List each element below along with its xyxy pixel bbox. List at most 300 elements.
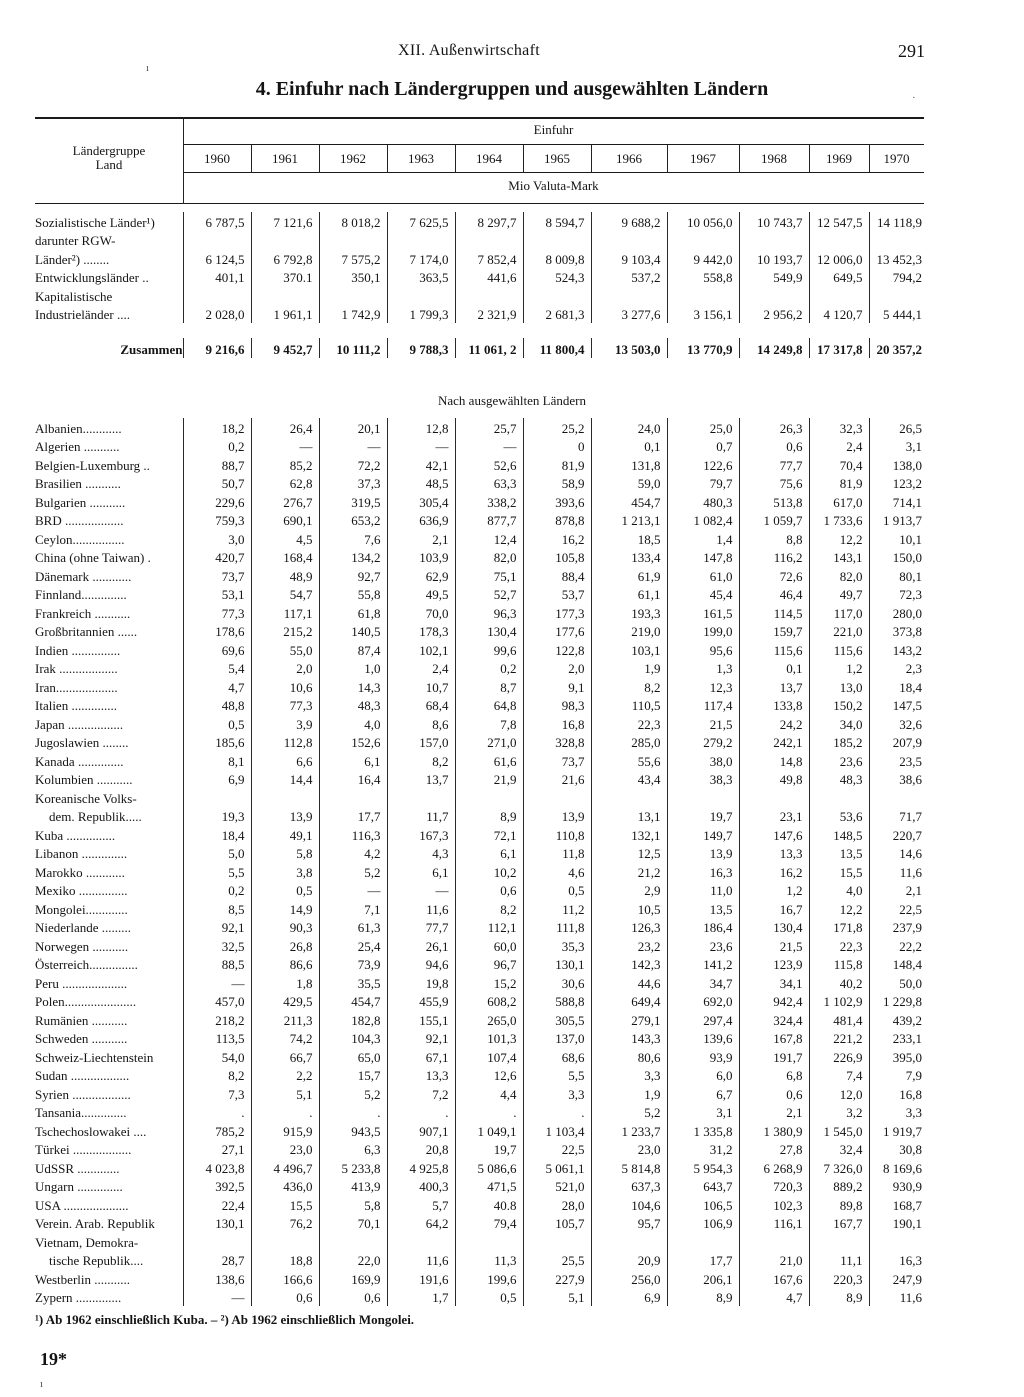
value-cell <box>667 788 739 807</box>
value-cell: 3,8 <box>251 862 319 881</box>
value-cell: 4,0 <box>319 714 387 733</box>
value-cell: 110,5 <box>591 696 667 715</box>
value-cell: 72,2 <box>319 455 387 474</box>
value-cell: 48,8 <box>183 696 251 715</box>
value-cell: 68,4 <box>387 696 455 715</box>
row-label: Mongolei............. <box>35 901 128 917</box>
value-cell: 166,6 <box>251 1269 319 1288</box>
value-cell: 8,8 <box>739 529 809 548</box>
value-cell: 54,0 <box>183 1047 251 1066</box>
row-label: Norwegen ........... <box>35 938 129 954</box>
value-cell: 279,2 <box>667 733 739 752</box>
table-row <box>35 1232 924 1251</box>
value-cell: . <box>455 1103 523 1122</box>
value-cell: 85,2 <box>251 455 319 474</box>
scan-mark: ı <box>40 1378 44 1390</box>
table-row <box>35 231 924 250</box>
value-cell: 393,6 <box>523 492 591 511</box>
value-cell: 636,9 <box>387 511 455 530</box>
value-cell: 103,1 <box>591 640 667 659</box>
value-cell: 1 380,9 <box>739 1121 809 1140</box>
value-cell: 17,7 <box>319 807 387 826</box>
value-cell: 34,0 <box>809 714 869 733</box>
table-row <box>35 603 924 622</box>
value-cell: 907,1 <box>387 1121 455 1140</box>
value-cell: 141,2 <box>667 955 739 974</box>
value-cell: 4,7 <box>183 677 251 696</box>
value-cell: 34,7 <box>667 973 739 992</box>
value-cell: 943,5 <box>319 1121 387 1140</box>
value-cell: 49,8 <box>739 770 809 789</box>
value-cell: 53,6 <box>809 807 869 826</box>
row-label: Österreich............... <box>35 957 138 972</box>
value-cell: 5,5 <box>523 1066 591 1085</box>
value-cell: 35,5 <box>319 973 387 992</box>
table-row <box>35 992 924 1011</box>
value-cell: 178,6 <box>183 622 251 641</box>
value-cell: 123,2 <box>869 474 924 493</box>
value-cell: 96,3 <box>455 603 523 622</box>
table-row <box>35 1121 924 1140</box>
value-cell: 271,0 <box>455 733 523 752</box>
row-label: Marokko ............ <box>35 864 125 880</box>
value-cell <box>251 788 319 807</box>
section-title: XII. Außenwirtschaft <box>398 42 540 59</box>
year-1966: 1966 <box>616 151 642 166</box>
table-row <box>35 640 924 659</box>
scan-mark: ı <box>146 62 150 74</box>
value-cell: 167,3 <box>387 825 455 844</box>
value-cell: 12,8 <box>387 418 455 437</box>
value-cell: 102,1 <box>387 640 455 659</box>
stub-header-line1: Ländergruppe <box>72 143 146 158</box>
value-cell: 44,6 <box>591 973 667 992</box>
value-cell: 123,9 <box>739 955 809 974</box>
value-cell: 4,2 <box>319 844 387 863</box>
row-label: Ungarn .............. <box>35 1179 123 1194</box>
value-cell: 22,4 <box>183 1195 251 1214</box>
row-label: tische Republik.... <box>49 1253 144 1268</box>
value-cell: 229,6 <box>183 492 251 511</box>
value-cell: 115,8 <box>809 955 869 974</box>
value-cell: 915,9 <box>251 1121 319 1140</box>
value-cell: 7,6 <box>319 529 387 548</box>
value-cell <box>869 1232 924 1251</box>
value-cell: . <box>523 1103 591 1122</box>
value-cell: 23,2 <box>591 936 667 955</box>
table-row <box>35 955 924 974</box>
value-cell: 18,2 <box>183 418 251 437</box>
value-cell: 21,5 <box>739 936 809 955</box>
table-row <box>35 249 924 268</box>
einfuhr-heading: Einfuhr <box>533 122 574 137</box>
value-cell: 471,5 <box>455 1177 523 1196</box>
value-cell: 13 770,9 <box>667 338 739 358</box>
row-label: Sudan .................. <box>35 1068 130 1083</box>
einfuhr-rule <box>183 144 924 145</box>
value-cell: 150,0 <box>869 548 924 567</box>
value-cell: 6,0 <box>667 1066 739 1085</box>
value-cell: 2,1 <box>387 529 455 548</box>
value-cell: 30,8 <box>869 1140 924 1159</box>
value-cell: 191,6 <box>387 1269 455 1288</box>
value-cell: 48,9 <box>251 566 319 585</box>
value-cell: 143,2 <box>869 640 924 659</box>
value-cell: 140,5 <box>319 622 387 641</box>
value-cell: 1 742,9 <box>319 305 387 324</box>
value-cell: 5,1 <box>251 1084 319 1103</box>
value-cell: 110,8 <box>523 825 591 844</box>
value-cell: 3,0 <box>183 529 251 548</box>
value-cell: 2 681,3 <box>523 305 591 324</box>
value-cell: 18,8 <box>251 1251 319 1270</box>
value-cell <box>667 1232 739 1251</box>
value-cell: 13,3 <box>739 844 809 863</box>
value-cell: 7 852,4 <box>455 249 523 268</box>
value-cell: 2,9 <box>591 881 667 900</box>
value-cell <box>455 1232 523 1251</box>
value-cell: 11,1 <box>809 1251 869 1270</box>
value-cell: 104,3 <box>319 1029 387 1048</box>
value-cell: 5,8 <box>251 844 319 863</box>
value-cell: 305,4 <box>387 492 455 511</box>
value-cell: 152,6 <box>319 733 387 752</box>
value-cell <box>251 286 319 305</box>
year-1964: 1964 <box>476 151 502 166</box>
table-row <box>35 511 924 530</box>
value-cell: 6,8 <box>739 1066 809 1085</box>
value-cell: 206,1 <box>667 1269 739 1288</box>
footnote: ¹) Ab 1962 einschließlich Kuba. – ²) Ab 1962 einschließlich Mongolei. <box>35 1312 415 1327</box>
value-cell: 22,2 <box>869 936 924 955</box>
value-cell: 16,3 <box>667 862 739 881</box>
value-cell: 10,6 <box>251 677 319 696</box>
value-cell: 0,5 <box>183 714 251 733</box>
value-cell: 8,9 <box>809 1288 869 1307</box>
value-cell: 12 006,0 <box>809 249 869 268</box>
row-label: Mexiko ............... <box>35 883 128 898</box>
value-cell: 90,3 <box>251 918 319 937</box>
value-cell: 9,1 <box>523 677 591 696</box>
value-cell: 649,4 <box>591 992 667 1011</box>
value-cell: 17,7 <box>667 1251 739 1270</box>
value-cell <box>455 286 523 305</box>
value-cell <box>387 788 455 807</box>
value-cell: 25,4 <box>319 936 387 955</box>
value-cell: 80,6 <box>591 1047 667 1066</box>
value-cell: 455,9 <box>387 992 455 1011</box>
value-cell: 4,7 <box>739 1288 809 1307</box>
value-cell <box>523 1232 591 1251</box>
value-cell <box>251 231 319 250</box>
row-label: dem. Republik..... <box>49 809 142 824</box>
value-cell: 10 056,0 <box>667 212 739 231</box>
row-label: Indien ............... <box>35 642 121 658</box>
value-cell <box>869 286 924 305</box>
value-cell: 207,9 <box>869 733 924 752</box>
row-label: Libanon .............. <box>35 846 128 861</box>
value-cell: 13,5 <box>809 844 869 863</box>
value-cell: 10 193,7 <box>739 249 809 268</box>
value-cell <box>739 231 809 250</box>
value-cell: 0,6 <box>455 881 523 900</box>
value-cell <box>739 1232 809 1251</box>
value-cell: 77,3 <box>251 696 319 715</box>
value-cell: 130,4 <box>455 622 523 641</box>
row-label: Italien .............. <box>35 698 117 713</box>
value-cell: 81,9 <box>809 474 869 493</box>
value-cell: 11,6 <box>869 862 924 881</box>
table-row <box>35 825 924 844</box>
value-cell: 8,6 <box>387 714 455 733</box>
value-cell: 220,7 <box>869 825 924 844</box>
value-cell: 122,8 <box>523 640 591 659</box>
value-cell: 608,2 <box>455 992 523 1011</box>
year-1970: 1970 <box>883 151 910 166</box>
value-cell: 6,7 <box>667 1084 739 1103</box>
value-cell: 0,6 <box>739 1084 809 1103</box>
value-cell: 7 174,0 <box>387 249 455 268</box>
value-cell: 643,7 <box>667 1177 739 1196</box>
total-table <box>35 338 924 358</box>
row-label: Kanada .............. <box>35 753 124 769</box>
value-cell: 53,1 <box>183 585 251 604</box>
value-cell: 18,4 <box>869 677 924 696</box>
value-cell: 32,5 <box>183 936 251 955</box>
value-cell: 26,3 <box>739 418 809 437</box>
value-cell <box>319 231 387 250</box>
value-cell: 1,2 <box>739 881 809 900</box>
value-cell: 4,5 <box>251 529 319 548</box>
table-row <box>35 492 924 511</box>
value-cell: 441,6 <box>455 268 523 287</box>
value-cell: 92,1 <box>387 1029 455 1048</box>
value-cell: 138,6 <box>183 1269 251 1288</box>
value-cell: 169,9 <box>319 1269 387 1288</box>
value-cell <box>667 286 739 305</box>
table-row <box>35 862 924 881</box>
value-cell: 13,9 <box>523 807 591 826</box>
value-cell: 16,4 <box>319 770 387 789</box>
value-cell: 132,1 <box>591 825 667 844</box>
value-cell: . <box>251 1103 319 1122</box>
value-cell: 104,6 <box>591 1195 667 1214</box>
year-1960: 1960 <box>204 151 230 166</box>
value-cell: 112,1 <box>455 918 523 937</box>
value-cell: 6,9 <box>183 770 251 789</box>
value-cell: 105,8 <box>523 548 591 567</box>
row-label: Schweden ........... <box>35 1031 128 1046</box>
value-cell: 692,0 <box>667 992 739 1011</box>
row-label: Algerien ........... <box>35 439 120 454</box>
value-cell: 40,2 <box>809 973 869 992</box>
value-cell: 8 009,8 <box>523 249 591 268</box>
value-cell: 19,8 <box>387 973 455 992</box>
value-cell: 1 233,7 <box>591 1121 667 1140</box>
row-label: Niederlande ......... <box>35 920 132 935</box>
value-cell: 61,8 <box>319 603 387 622</box>
value-cell: . <box>183 1103 251 1122</box>
value-cell: 143,3 <box>591 1029 667 1048</box>
value-cell: 111,8 <box>523 918 591 937</box>
value-cell: 22,5 <box>523 1140 591 1159</box>
value-cell: 177,3 <box>523 603 591 622</box>
year-1962: 1962 <box>340 151 366 166</box>
value-cell: 6,1 <box>319 751 387 770</box>
value-cell: 79,7 <box>667 474 739 493</box>
value-cell: 55,8 <box>319 585 387 604</box>
value-cell: — <box>183 973 251 992</box>
countries-table <box>35 418 924 1306</box>
value-cell: 48,5 <box>387 474 455 493</box>
value-cell: 70,0 <box>387 603 455 622</box>
value-cell: 19,7 <box>667 807 739 826</box>
value-cell: 133,8 <box>739 696 809 715</box>
value-cell: 10 743,7 <box>739 212 809 231</box>
value-cell: 2,1 <box>869 881 924 900</box>
value-cell: 2,0 <box>523 659 591 678</box>
value-cell: 77,7 <box>739 455 809 474</box>
value-cell: 26,4 <box>251 418 319 437</box>
value-cell: 106,5 <box>667 1195 739 1214</box>
value-cell: 99,6 <box>455 640 523 659</box>
value-cell: 71,7 <box>869 807 924 826</box>
value-cell: 23,0 <box>251 1140 319 1159</box>
value-cell: 68,6 <box>523 1047 591 1066</box>
value-cell: 102,3 <box>739 1195 809 1214</box>
table-row <box>35 659 924 678</box>
value-cell: 877,7 <box>455 511 523 530</box>
value-cell: 82,0 <box>455 548 523 567</box>
value-cell: 0,7 <box>667 437 739 456</box>
value-cell: 25,5 <box>523 1251 591 1270</box>
value-cell: 25,2 <box>523 418 591 437</box>
value-cell: — <box>455 437 523 456</box>
value-cell: 7 575,2 <box>319 249 387 268</box>
value-cell: — <box>387 437 455 456</box>
value-cell: 70,1 <box>319 1214 387 1233</box>
value-cell: 55,6 <box>591 751 667 770</box>
value-cell: 2,4 <box>809 437 869 456</box>
row-label: Industrieländer .... <box>35 307 130 322</box>
value-cell: 62,9 <box>387 566 455 585</box>
table-row <box>35 733 924 752</box>
row-label: Bulgarien ........... <box>35 494 126 510</box>
value-cell: 454,7 <box>319 992 387 1011</box>
value-cell: 4,6 <box>523 862 591 881</box>
value-cell <box>667 231 739 250</box>
value-cell: 2,0 <box>251 659 319 678</box>
value-cell: 94,6 <box>387 955 455 974</box>
value-cell: 61,0 <box>667 566 739 585</box>
value-cell: 18,4 <box>183 825 251 844</box>
value-cell: 439,2 <box>869 1010 924 1029</box>
value-cell: 105,7 <box>523 1214 591 1233</box>
value-cell: 73,7 <box>183 566 251 585</box>
value-cell <box>183 231 251 250</box>
table-row <box>35 1214 924 1233</box>
value-cell: 2,3 <box>869 659 924 678</box>
value-cell: — <box>251 437 319 456</box>
value-cell: 48,3 <box>809 770 869 789</box>
value-cell: 15,2 <box>455 973 523 992</box>
value-cell: 45,4 <box>667 585 739 604</box>
value-cell: 6,1 <box>387 862 455 881</box>
row-label: Jugoslawien ........ <box>35 735 129 750</box>
row-label: darunter RGW- <box>35 233 116 248</box>
value-cell: 106,9 <box>667 1214 739 1233</box>
row-label: Kuba ............... <box>35 827 116 843</box>
value-cell: 4,0 <box>809 881 869 900</box>
value-cell: 395,0 <box>869 1047 924 1066</box>
value-cell: 148,4 <box>869 955 924 974</box>
value-cell: 247,9 <box>869 1269 924 1288</box>
table-row <box>35 1195 924 1214</box>
table-row <box>35 474 924 493</box>
value-cell: — <box>387 881 455 900</box>
value-cell: 167,7 <box>809 1214 869 1233</box>
value-cell: 11 061, 2 <box>455 338 523 358</box>
value-cell: 338,2 <box>455 492 523 511</box>
value-cell: 350,1 <box>319 268 387 287</box>
table-row <box>35 770 924 789</box>
value-cell: 134,2 <box>319 548 387 567</box>
value-cell <box>183 286 251 305</box>
value-cell: 5,2 <box>319 1084 387 1103</box>
year-1961: 1961 <box>272 151 298 166</box>
value-cell <box>387 1232 455 1251</box>
value-cell: 305,5 <box>523 1010 591 1029</box>
value-cell: 5 954,3 <box>667 1158 739 1177</box>
value-cell: 143,1 <box>809 548 869 567</box>
value-cell: 7,9 <box>869 1066 924 1085</box>
table-row <box>35 1029 924 1048</box>
value-cell <box>183 1232 251 1251</box>
value-cell: 11,6 <box>387 899 455 918</box>
value-cell: 93,9 <box>667 1047 739 1066</box>
value-cell: 480,3 <box>667 492 739 511</box>
value-cell: 32,4 <box>809 1140 869 1159</box>
value-cell: 0 <box>523 437 591 456</box>
value-cell: 139,6 <box>667 1029 739 1048</box>
value-cell: 15,7 <box>319 1066 387 1085</box>
value-cell: 22,3 <box>809 936 869 955</box>
value-cell: 21,6 <box>523 770 591 789</box>
value-cell: 226,9 <box>809 1047 869 1066</box>
value-cell: 9 788,3 <box>387 338 455 358</box>
stub-header <box>35 144 183 172</box>
row-label: Kapitalistische <box>35 288 113 304</box>
value-cell: 524,3 <box>523 268 591 287</box>
value-cell: 19,7 <box>455 1140 523 1159</box>
row-label: China (ohne Taiwan) . <box>35 550 151 565</box>
value-cell: 11,0 <box>667 881 739 900</box>
value-cell: 16,8 <box>869 1084 924 1103</box>
value-cell: 24,2 <box>739 714 809 733</box>
value-cell: 513,8 <box>739 492 809 511</box>
value-cell: 2,4 <box>387 659 455 678</box>
value-cell: 185,6 <box>183 733 251 752</box>
year-1969: 1969 <box>826 151 852 166</box>
value-cell: 319,5 <box>319 492 387 511</box>
value-cell: 11,2 <box>523 899 591 918</box>
value-cell: 276,7 <box>251 492 319 511</box>
header-top-rule <box>35 117 924 119</box>
value-cell: 454,7 <box>591 492 667 511</box>
value-cell: 5,4 <box>183 659 251 678</box>
value-cell: 88,7 <box>183 455 251 474</box>
value-cell: 186,4 <box>667 918 739 937</box>
